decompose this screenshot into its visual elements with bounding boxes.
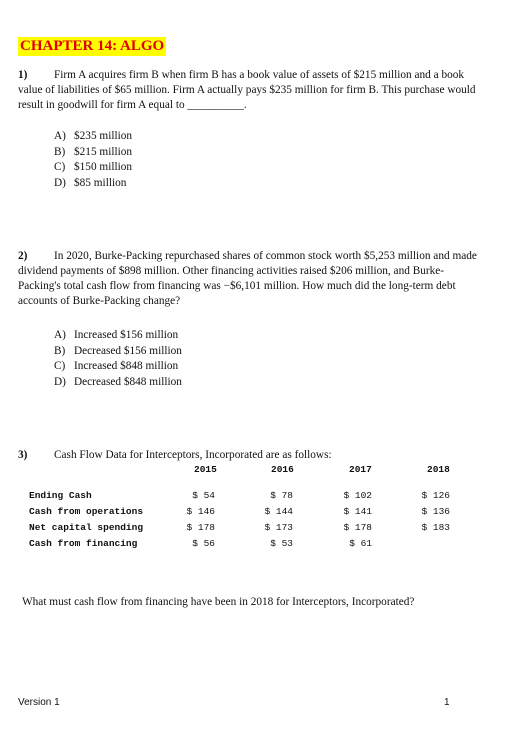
question-text: In 2020, Burke-Packing repurchased shares of common stock worth $5,253 million and made dividend payments of $898 million. Other financing activities raised $206 million, and Burke-Packing's total cash flow from financing was −$6,101 million. How much did the long-term debt accounts of Burke-Packing change? xyxy=(18,250,477,307)
table-cell: $ 173 xyxy=(264,522,293,533)
table-cell: $ 56 xyxy=(192,538,215,549)
row-label: Net capital spending xyxy=(29,522,144,533)
option-text: Decreased $848 million xyxy=(74,375,182,388)
table-cell: $ 53 xyxy=(270,538,293,549)
question-3 xyxy=(18,449,332,461)
option-a[interactable] xyxy=(54,129,132,145)
table-cell: $ 183 xyxy=(421,522,450,533)
option-text: $85 million xyxy=(74,176,127,189)
question-2-options xyxy=(54,328,182,390)
year-header-2016: 2016 xyxy=(271,464,294,475)
table-cell: $ 141 xyxy=(343,506,372,517)
question-number: 1) xyxy=(18,69,28,81)
option-d[interactable] xyxy=(54,375,182,391)
option-b[interactable] xyxy=(54,145,132,161)
row-label: Cash from operations xyxy=(29,506,144,517)
option-c[interactable] xyxy=(54,359,182,375)
table-cell: $ 61 xyxy=(349,538,372,549)
option-letter: B) xyxy=(54,145,66,158)
table-cell: $ 102 xyxy=(343,490,372,501)
question-number: 3) xyxy=(18,449,28,461)
table-cell: $ 54 xyxy=(192,490,215,501)
row-label: Ending Cash xyxy=(29,490,92,501)
table-cell: $ 144 xyxy=(264,506,293,517)
option-b[interactable] xyxy=(54,344,182,360)
version-label: Version 1 xyxy=(18,697,60,708)
option-text: $235 million xyxy=(74,130,133,142)
question-1-options xyxy=(54,129,132,191)
table-cell: $ 178 xyxy=(186,522,215,533)
option-letter: C) xyxy=(54,360,66,372)
option-letter: B) xyxy=(54,344,66,357)
table-cell: $ 178 xyxy=(343,522,372,533)
option-a[interactable] xyxy=(54,328,182,344)
year-header-2015: 2015 xyxy=(194,464,217,475)
option-letter: D) xyxy=(54,176,66,189)
option-text: Increased $156 million xyxy=(74,329,179,341)
option-text: Decreased $156 million xyxy=(74,344,182,357)
table-cell: $ 126 xyxy=(421,490,450,501)
year-header-2017: 2017 xyxy=(349,464,372,475)
option-letter: D) xyxy=(54,375,66,388)
year-header-2018: 2018 xyxy=(427,464,450,475)
option-text: $215 million xyxy=(74,145,133,158)
option-text: $150 million xyxy=(74,161,133,173)
question-2 xyxy=(18,249,480,309)
row-label: Cash from financing xyxy=(29,538,138,549)
option-letter: A) xyxy=(54,329,66,341)
option-letter: C) xyxy=(54,161,66,173)
option-c[interactable] xyxy=(54,160,132,176)
question-text: Firm A acquires firm B when firm B has a book value of assets of $215 million and a book value of liabilities of $65 million. Firm A actually pays $235 million for firm B. This purchase would result in goodwill for firm A equal to __________. xyxy=(18,69,476,111)
page-number: 1 xyxy=(444,697,450,708)
table-cell: $ 78 xyxy=(270,490,293,501)
chapter-title: CHAPTER 14: ALGO xyxy=(20,38,165,54)
option-text: Increased $848 million xyxy=(74,360,179,372)
question-3-prompt: What must cash flow from financing have been in 2018 for Interceptors, Incorporated? xyxy=(22,596,415,608)
question-intro: Cash Flow Data for Interceptors, Incorporated are as follows: xyxy=(54,449,332,461)
question-1 xyxy=(18,68,480,113)
option-letter: A) xyxy=(54,130,66,142)
table-cell: $ 146 xyxy=(186,506,215,517)
option-d[interactable] xyxy=(54,176,132,192)
table-cell: $ 136 xyxy=(421,506,450,517)
question-number: 2) xyxy=(18,250,28,262)
